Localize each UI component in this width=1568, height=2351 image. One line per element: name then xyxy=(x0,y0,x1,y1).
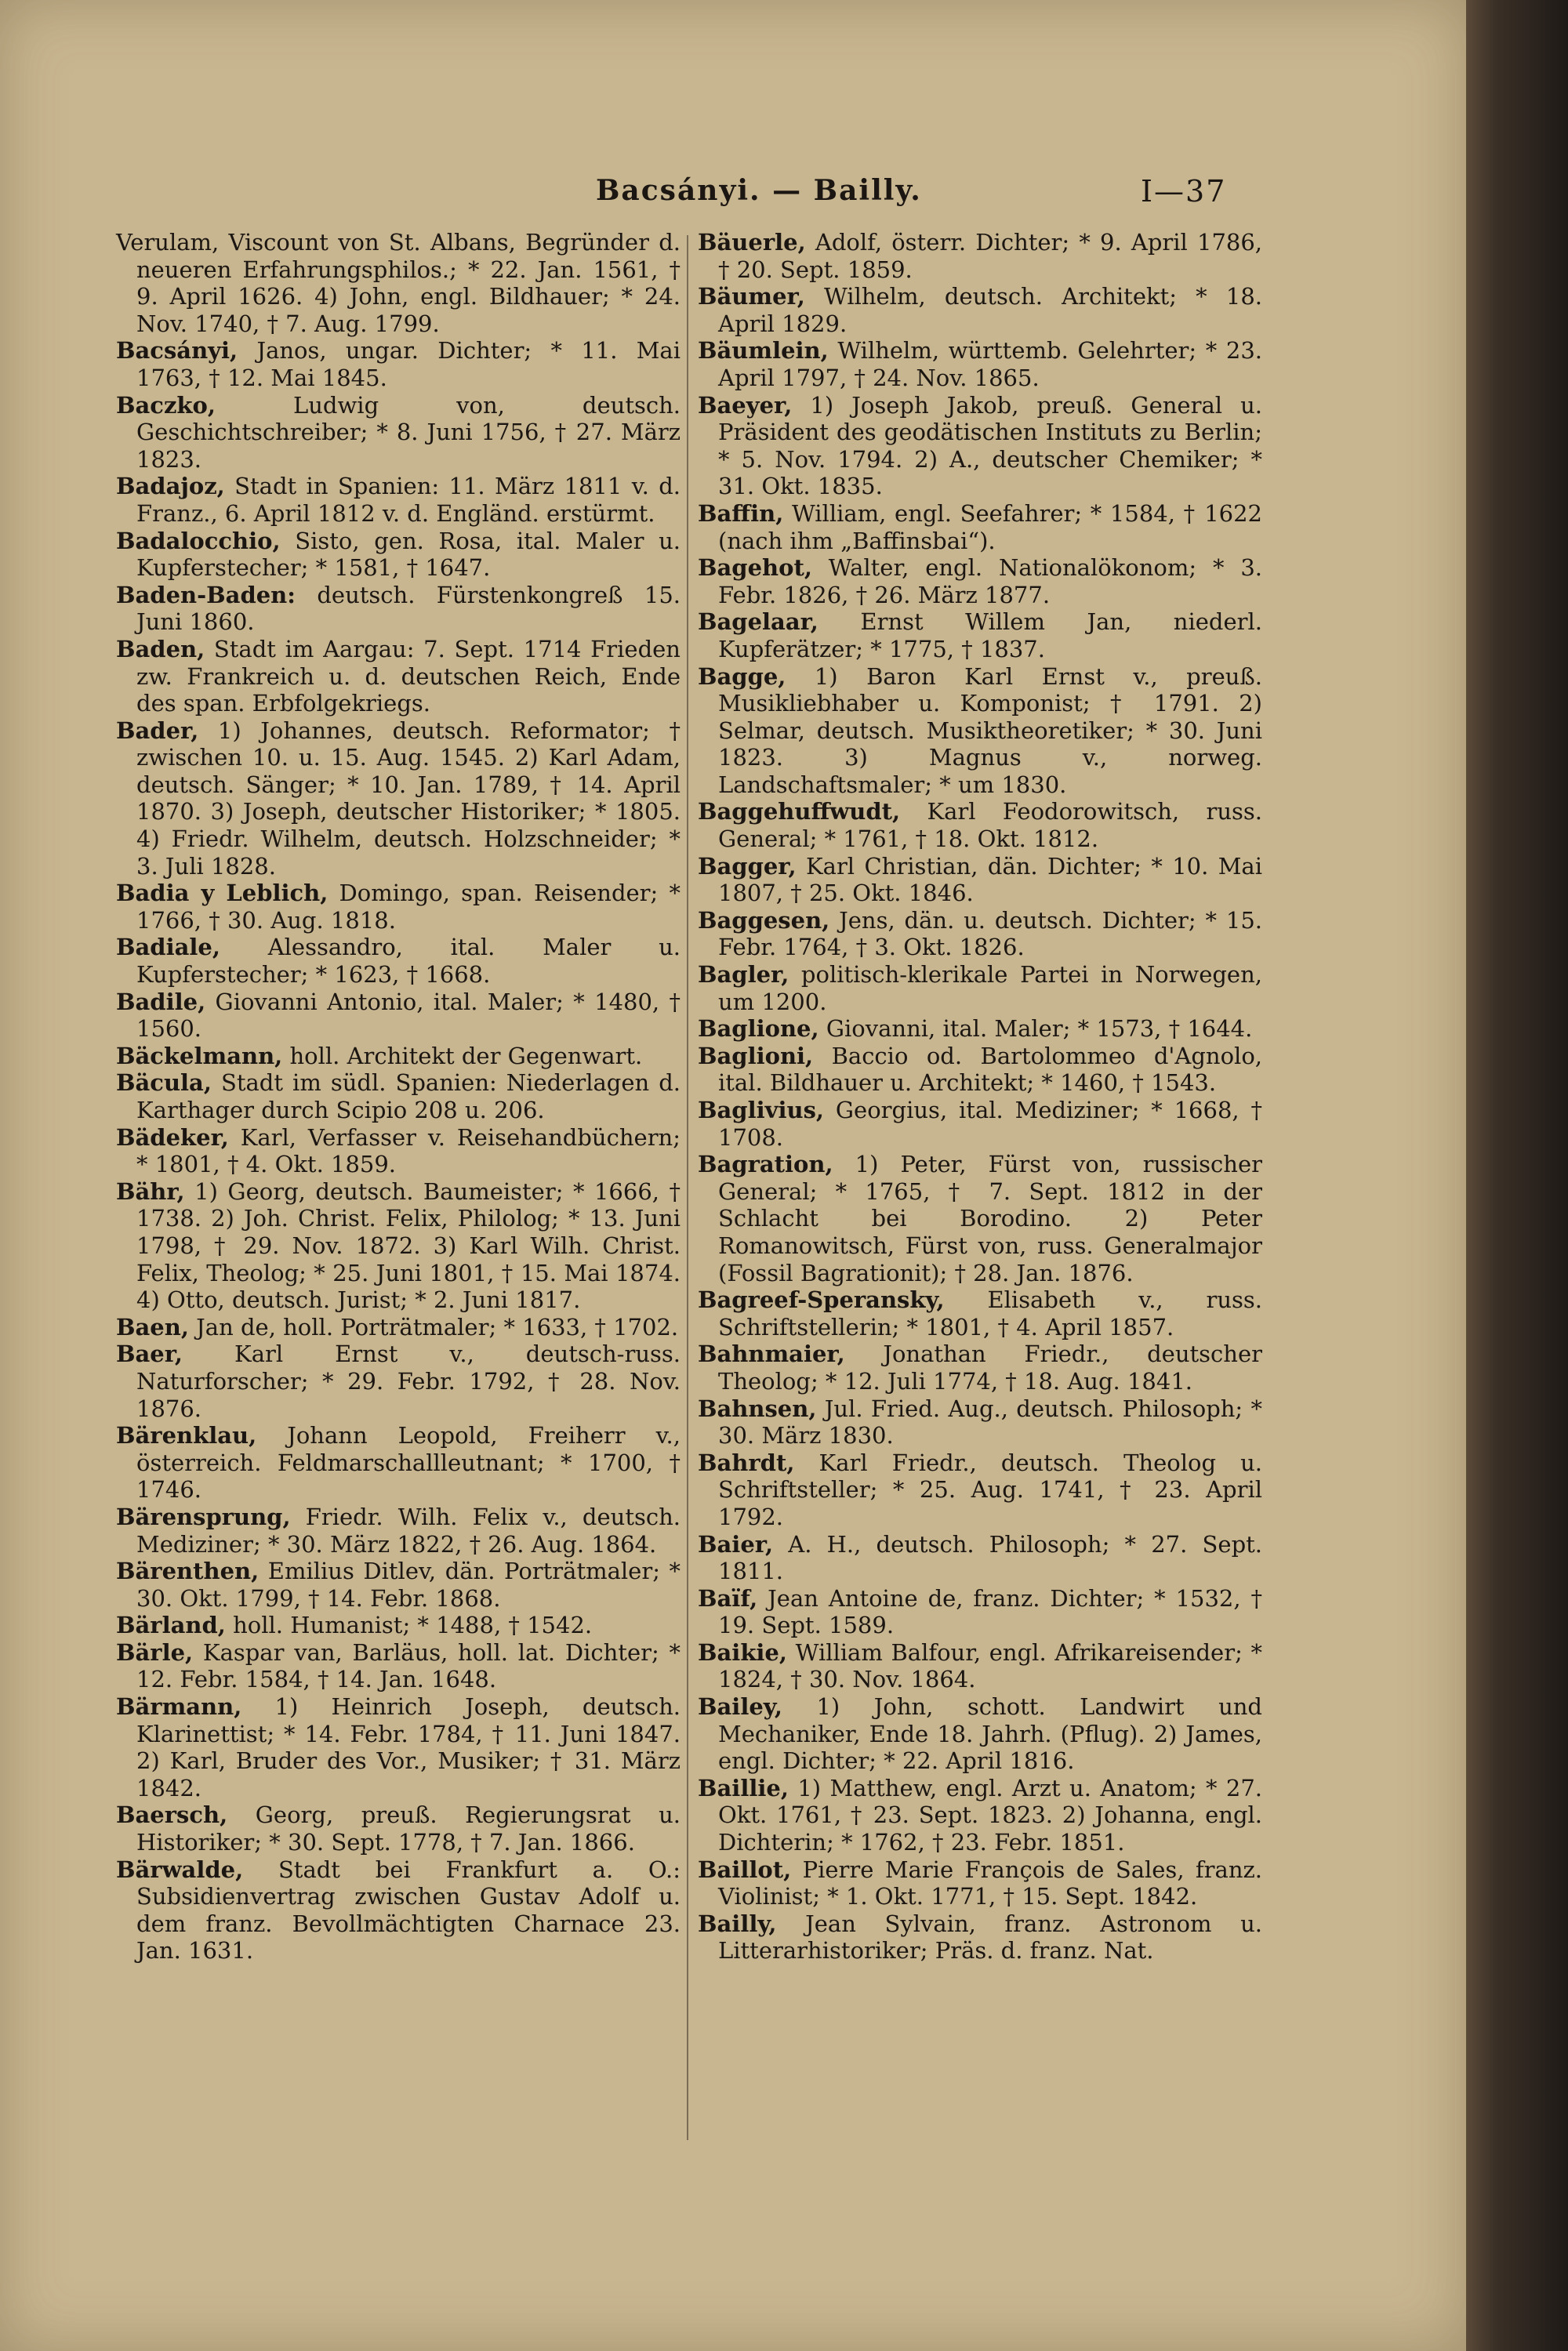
entry-headword: Bagge, xyxy=(698,662,786,690)
entry-text: Ernst Willem Jan, niederl. Kupferätzer; * 1775, † 1837. xyxy=(718,608,1262,662)
dictionary-entry xyxy=(698,500,1262,554)
entry-text: 1) John, schott. Landwirt und Mechaniker, Ende 18. Jahrh. (Pflug). 2) James, engl. Dichter; * 22. April 1816. xyxy=(718,1693,1262,1775)
entry-headword: Baillot, xyxy=(698,1856,792,1883)
dictionary-entry xyxy=(116,1801,681,1856)
entry-text: William, engl. Seefahrer; * 1584, † 1622 (nach ihm „Baffinsbai“). xyxy=(718,499,1263,554)
entry-text: Karl Feodorowitsch, russ. General; * 1761, † 18. Okt. 1812. xyxy=(718,798,1263,853)
entry-text: Janos, ungar. Dichter; * 11. Mai 1763, † 12. Mai 1845. xyxy=(136,337,681,391)
dictionary-entry xyxy=(116,337,681,391)
dictionary-entry xyxy=(116,1504,681,1558)
dictionary-entry xyxy=(116,880,681,934)
dictionary-entry xyxy=(116,473,681,527)
entry-headword: Baglivius, xyxy=(698,1097,824,1123)
dictionary-entry xyxy=(698,798,1262,852)
entry-text: A. H., deutsch. Philosoph; * 27. Sept. 1811. xyxy=(718,1530,1263,1585)
dictionary-entry xyxy=(116,1341,681,1422)
entry-text: Stadt im südl. Spanien: Niederlagen d. Karthager durch Scipio 208 u. 206. xyxy=(136,1069,681,1123)
entry-headword: Baer, xyxy=(116,1341,183,1368)
entry-text: William Balfour, engl. Afrikareisender; * 1824, † 30. Nov. 1864. xyxy=(718,1638,1262,1693)
entry-text: Friedr. Wilh. Felix v., deutsch. Mediziner; * 30. März 1822, † 26. Aug. 1864. xyxy=(136,1503,681,1558)
book-binding-edge xyxy=(1466,0,1568,2351)
entry-text: Emilius Ditlev, dän. Porträtmaler; * 30. Okt. 1799, † 14. Febr. 1868. xyxy=(136,1558,681,1612)
entry-text: Elisabeth v., russ. Schriftstellerin; * 1801, † 4. April 1857. xyxy=(718,1286,1262,1341)
entry-text: Jean Antoine de, franz. Dichter; * 1532, † 19. Sept. 1589. xyxy=(718,1584,1262,1639)
dictionary-entry xyxy=(698,608,1262,662)
entry-text: 1) Peter, Fürst von, russischer General; * 1765, † 7. Sept. 1812 in der Schlacht bei Borodino. 2) Peter Romanowitsch, Fürst von, russ. Generalmajor (Fossil Bagrationit); † 28. Jan. 1876. xyxy=(718,1151,1263,1286)
entry-headword: Baeyer, xyxy=(698,391,793,419)
dictionary-entry xyxy=(698,1531,1262,1585)
dictionary-entry xyxy=(116,1856,681,1965)
dictionary-entry xyxy=(116,1612,681,1639)
entry-text: Stadt bei Frankfurt a. O.: Subsidienvertrag zwischen Gustav Adolf u. dem franz. Bevollmächtigten Charnace 23. Jan. 1631. xyxy=(136,1856,681,1965)
entry-headword: Baggehuffwudt, xyxy=(698,798,901,825)
dictionary-entry xyxy=(698,1151,1262,1286)
entry-text: Wilhelm, württemb. Gelehrter; * 23. April 1797, † 24. Nov. 1865. xyxy=(718,337,1263,391)
left-column xyxy=(116,229,681,1965)
column-divider xyxy=(687,235,688,2140)
entry-headword: Bacsányi, xyxy=(116,337,238,365)
dictionary-entry xyxy=(116,1693,681,1801)
dictionary-entry xyxy=(698,1693,1262,1775)
dictionary-entry xyxy=(116,1069,681,1123)
dictionary-entry xyxy=(698,283,1262,337)
entry-headword: Baersch, xyxy=(116,1801,228,1829)
dictionary-entry xyxy=(116,392,681,473)
dictionary-entry xyxy=(116,1422,681,1504)
dictionary-entry xyxy=(698,1015,1262,1043)
entry-text: Jonathan Friedr., deutscher Theolog; * 12. Juli 1774, † 18. Aug. 1841. xyxy=(718,1341,1262,1395)
entry-text: 1) Matthew, engl. Arzt u. Anatom; * 27. Okt. 1761, † 23. Sept. 1823. 2) Johanna, engl. Dichterin; * 1762, † 23. Febr. 1851. xyxy=(718,1774,1263,1856)
entry-headword: Bähr, xyxy=(116,1177,185,1205)
entry-headword: Bagreef-Speransky, xyxy=(698,1286,945,1314)
entry-text: Georg, preuß. Regierungsrat u. Historiker; * 30. Sept. 1778, † 7. Jan. 1866. xyxy=(136,1801,681,1856)
dictionary-entry xyxy=(698,1395,1262,1449)
entry-text: Wilhelm, deutsch. Architekt; * 18. April 1829. xyxy=(718,283,1262,337)
entry-headword: Baglione, xyxy=(698,1015,819,1043)
entry-headword: Bäcula, xyxy=(116,1069,212,1097)
dictionary-entry xyxy=(116,989,681,1043)
entry-text: Stadt im Aargau: 7. Sept. 1714 Frieden zw. Frankreich u. d. deutschen Reich, Ende des span. Erbfolgekriegs. xyxy=(136,635,681,717)
entry-headword: Bärle, xyxy=(116,1638,194,1666)
dictionary-entry xyxy=(698,1910,1262,1965)
entry-text: Jan de, holl. Porträtmaler; * 1633, † 1702. xyxy=(196,1313,679,1341)
dictionary-entry xyxy=(116,1124,681,1178)
entry-headword: Bailly, xyxy=(698,1910,777,1937)
entry-headword: Bagelaar, xyxy=(698,608,818,636)
dictionary-entry xyxy=(698,1449,1262,1531)
entry-text: politisch-klerikale Partei in Norwegen, um 1200. xyxy=(718,961,1262,1015)
entry-text: Ludwig von, deutsch. Geschichtschreiber; * 8. Juni 1756, † 27. März 1823. xyxy=(136,391,681,473)
entry-text: Karl Friedr., deutsch. Theolog u. Schriftsteller; * 25. Aug. 1741, † 23. April 1792. xyxy=(718,1449,1262,1530)
entry-headword: Baden, xyxy=(116,635,205,662)
entry-text: Giovanni, ital. Maler; * 1573, † 1644. xyxy=(826,1015,1253,1043)
header-title: Bacsányi. — Bailly. xyxy=(596,174,922,207)
dictionary-entry xyxy=(698,229,1262,283)
entry-headword: Bärland, xyxy=(116,1612,226,1639)
dictionary-entry xyxy=(698,663,1262,799)
entry-text: Stadt in Spanien: 11. März 1811 v. d. Franz., 6. April 1812 v. d. Engländ. erstürmt. xyxy=(136,473,681,527)
entry-headword: Bärenthen, xyxy=(116,1558,260,1585)
entry-headword: Bagler, xyxy=(698,961,789,989)
entry-text: Giovanni Antonio, ital. Maler; * 1480, † 1560. xyxy=(136,988,681,1043)
dictionary-entry xyxy=(116,1043,681,1070)
entry-text: 1) Baron Karl Ernst v., preuß. Musikliebhaber u. Komponist; † 1791. 2) Selmar, deutsch. Musiktheoretiker; * 30. Juni 1823. 3) Magnus v., norweg. Landschaftsmaler; * um 1830. xyxy=(718,662,1263,798)
entry-text: Jean Sylvain, franz. Astronom u. Litterarhistoriker; Präs. d. franz. Nat. xyxy=(718,1910,1263,1965)
entry-headword: Bader, xyxy=(116,717,199,744)
dictionary-entry xyxy=(116,636,681,717)
entry-text: Domingo, span. Reisender; * 1766, † 30. Aug. 1818. xyxy=(136,880,681,934)
running-header xyxy=(0,174,1466,221)
entry-headword: Baggesen, xyxy=(698,906,830,934)
dictionary-entry xyxy=(698,1639,1262,1693)
right-column xyxy=(698,229,1262,1965)
entry-headword: Bäckelmann, xyxy=(116,1042,283,1069)
dictionary-entry xyxy=(698,392,1262,500)
entry-headword: Bahnsen, xyxy=(698,1395,817,1422)
dictionary-entry xyxy=(116,1558,681,1612)
entry-headword: Bäumer, xyxy=(698,283,805,310)
entry-text: Karl, Verfasser v. Reisehandbüchern; * 1801, † 4. Okt. 1859. xyxy=(136,1123,681,1178)
entry-text: holl. Architekt der Gegenwart. xyxy=(289,1042,643,1069)
dictionary-entry xyxy=(116,717,681,880)
entry-text: Jens, dän. u. deutsch. Dichter; * 15. Febr. 1764, † 3. Okt. 1826. xyxy=(718,906,1262,961)
dictionary-entry xyxy=(698,1585,1262,1639)
entry-headword: Bäumlein, xyxy=(698,337,829,365)
entry-text: holl. Humanist; * 1488, † 1542. xyxy=(233,1612,593,1639)
dictionary-entry xyxy=(698,1775,1262,1856)
entry-headword: Bärwalde, xyxy=(116,1856,244,1883)
entry-headword: Bäuerle, xyxy=(698,229,806,256)
page-number: I—37 xyxy=(1141,174,1227,209)
entry-text: 1) Heinrich Joseph, deutsch. Klarinettist; * 14. Febr. 1784, † 11. Juni 1847. 2) Karl, Bruder des Vor., Musiker; † 31. März 1842. xyxy=(136,1693,681,1801)
entry-headword: Baczko, xyxy=(116,391,216,419)
entry-headword: Badajoz, xyxy=(116,473,225,500)
entry-text: Walter, engl. Nationalökonom; * 3. Febr. 1826, † 26. März 1877. xyxy=(718,554,1262,608)
entry-headword: Baglioni, xyxy=(698,1042,814,1069)
entry-headword: Baen, xyxy=(116,1313,189,1341)
entry-text: Karl Ernst v., deutsch-russ. Naturforscher; * 29. Febr. 1792, † 28. Nov. 1876. xyxy=(136,1341,681,1422)
entry-text: 1) Joseph Jakob, preuß. General u. Präsident des geodätischen Instituts zu Berlin; * 5. Nov. 1794. 2) A., deutscher Chemiker; * 31. Okt. 1835. xyxy=(718,391,1262,500)
entry-headword: Baier, xyxy=(698,1530,774,1558)
dictionary-entry xyxy=(116,1178,681,1314)
entry-headword: Baïf, xyxy=(698,1584,758,1612)
entry-headword: Bahnmaier, xyxy=(698,1341,845,1368)
entry-headword: Badalocchio, xyxy=(116,527,281,554)
entry-text: Alessandro, ital. Maler u. Kupferstecher; * 1623, † 1668. xyxy=(136,934,681,989)
entry-headword: Baden-Baden: xyxy=(116,581,296,608)
dictionary-entry xyxy=(698,961,1262,1015)
entry-headword: Bärmann, xyxy=(116,1693,242,1721)
entry-text: Jul. Fried. Aug., deutsch. Philosoph; * 30. März 1830. xyxy=(718,1395,1263,1449)
dictionary-entry xyxy=(698,853,1262,907)
entry-headword: Bärensprung, xyxy=(116,1503,291,1530)
dictionary-entry xyxy=(116,1314,681,1341)
entry-text: Johann Leopold, Freiherr v., österreich. Feldmarschallleutnant; * 1700, † 1746. xyxy=(136,1422,681,1504)
dictionary-entry xyxy=(116,229,681,337)
entry-headword: Bagehot, xyxy=(698,554,812,582)
entry-headword: Baffin, xyxy=(698,499,784,527)
entry-text: Baccio od. Bartolommeo d'Agnolo, ital. Bildhauer u. Architekt; * 1460, † 1543. xyxy=(718,1042,1263,1097)
dictionary-entry xyxy=(116,582,681,636)
dictionary-entry xyxy=(698,1341,1262,1395)
entry-headword: Badia y Leblich, xyxy=(116,880,328,907)
entry-headword: Bailey, xyxy=(698,1693,782,1721)
dictionary-entry xyxy=(698,1043,1262,1097)
entry-text: 1) Johannes, deutsch. Reformator; † zwischen 10. u. 15. Aug. 1545. 2) Karl Adam, deutsch. Sänger; * 10. Jan. 1789, † 14. April 1870. 3) Joseph, deutscher Historiker; * 1805. 4) Friedr. Wilhelm, deutsch. Holzschneider; * 3. Juli 1828. xyxy=(136,717,681,880)
entry-headword: Bagger, xyxy=(698,852,797,880)
entry-text: Verulam, Viscount von St. Albans, Begründer d. neueren Erfahrungsphilos.; * 22. Jan. 1561, † 9. April 1626. 4) John, engl. Bildhauer; * 24. Nov. 1740, † 7. Aug. 1799. xyxy=(116,229,681,337)
entry-headword: Bahrdt, xyxy=(698,1449,795,1476)
entry-headword: Bagration, xyxy=(698,1151,833,1178)
entry-headword: Baillie, xyxy=(698,1774,789,1801)
entry-headword: Badiale, xyxy=(116,934,220,961)
dictionary-entry xyxy=(698,907,1262,961)
dictionary-entry xyxy=(116,934,681,988)
entry-headword: Baikie, xyxy=(698,1638,787,1666)
dictionary-entry xyxy=(698,337,1262,391)
dictionary-entry xyxy=(698,1286,1262,1341)
entry-headword: Badile, xyxy=(116,988,206,1015)
dictionary-entry xyxy=(116,528,681,582)
entry-text: Pierre Marie François de Sales, franz. Violinist; * 1. Okt. 1771, † 15. Sept. 1842. xyxy=(718,1856,1262,1910)
entry-text: Adolf, österr. Dichter; * 9. April 1786, † 20. Sept. 1859. xyxy=(718,229,1263,283)
dictionary-entry xyxy=(698,554,1262,608)
entry-text: 1) Georg, deutsch. Baumeister; * 1666, † 1738. 2) Joh. Christ. Felix, Philolog; * 13. Juni 1798, † 29. Nov. 1872. 3) Karl Wilh. Christ. Felix, Theolog; * 25. Juni 1801, † 15. Mai 1874. 4) Otto, deutsch. Jurist; * 2. Juni 1817. xyxy=(136,1177,681,1314)
dictionary-entry xyxy=(116,1639,681,1693)
entry-text: Georgius, ital. Mediziner; * 1668, † 1708. xyxy=(718,1097,1263,1151)
entry-text: Karl Christian, dän. Dichter; * 10. Mai 1807, † 25. Okt. 1846. xyxy=(718,852,1262,907)
entry-headword: Bädeker, xyxy=(116,1123,229,1151)
entry-text: Sisto, gen. Rosa, ital. Maler u. Kupferstecher; * 1581, † 1647. xyxy=(136,527,681,582)
entry-headword: Bärenklau, xyxy=(116,1422,257,1449)
entry-text: Kaspar van, Barläus, holl. lat. Dichter; * 12. Febr. 1584, † 14. Jan. 1648. xyxy=(136,1638,681,1693)
dictionary-entry xyxy=(698,1856,1262,1910)
entry-text: deutsch. Fürstenkongreß 15. Juni 1860. xyxy=(136,581,681,636)
dictionary-entry xyxy=(698,1097,1262,1151)
